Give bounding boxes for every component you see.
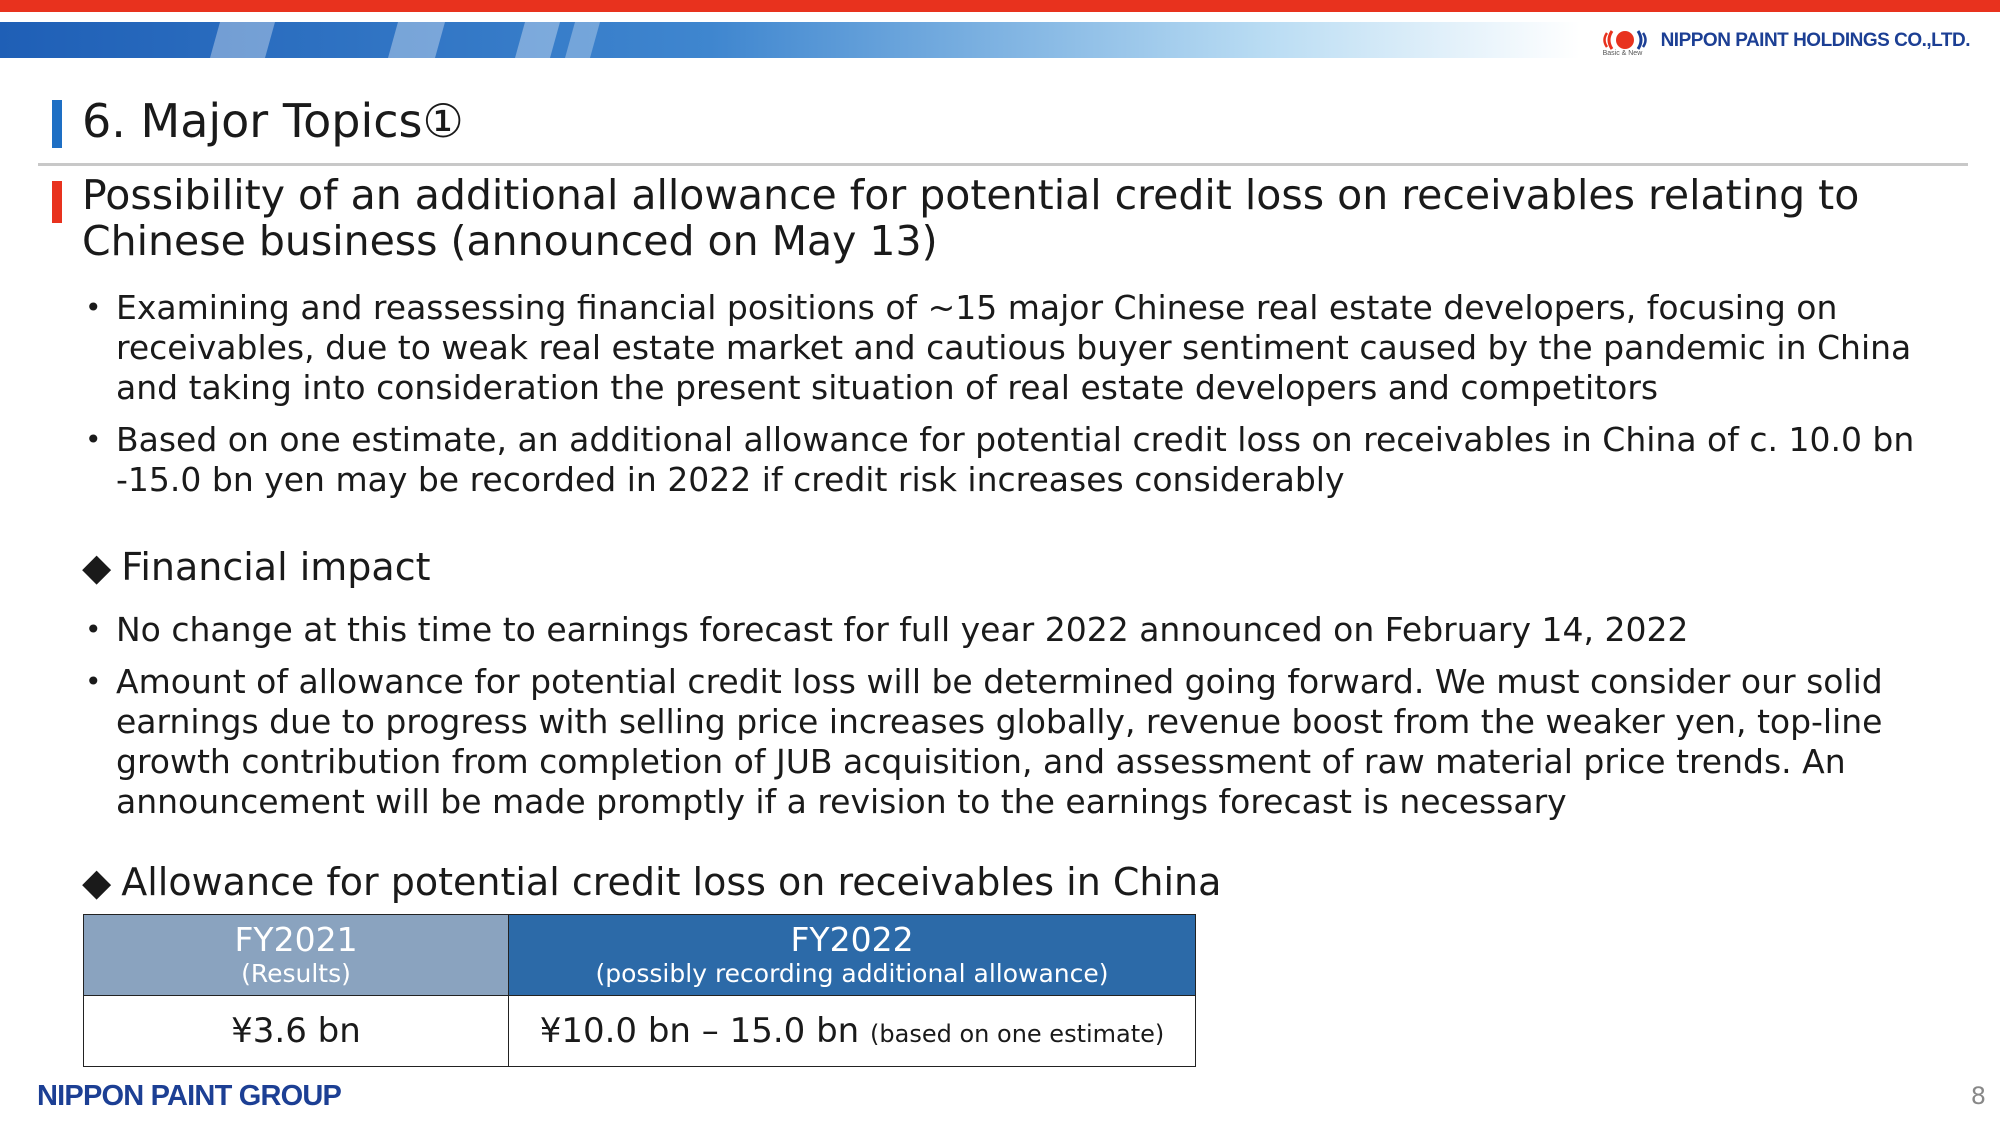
fy2021-label: FY2021 (234, 920, 358, 959)
top-blue-banner (0, 22, 1580, 58)
fy2022-value: ¥10.0 bn – 15.0 bn (539, 1011, 860, 1051)
logo-mark-icon (1595, 28, 1655, 57)
list-item: • Based on one estimate, an additional allowance for potential credit loss on receivables in China of c. 10.0 bn -15.0 bn yen may be recorded in 2022 if credit risk increases considerably (82, 420, 1942, 500)
page-title: 6. Major Topics① (82, 94, 464, 148)
list-item: • Amount of allowance for potential credit loss will be determined going forward. We must consider our solid earnings due to progress with selling price increases globally, revenue boost from the weaker yen, top-line growth contribution from completion of JUB acquisition, and assessment of raw material price trends. An announcement will be made promptly if a revision to the earnings forecast is necessary (82, 662, 1942, 822)
allowance-heading (82, 860, 1221, 904)
fy2021-sublabel: (Results) (241, 959, 351, 988)
title-divider (38, 163, 1968, 166)
table-header-row (84, 915, 1196, 996)
financial-impact-heading-text: Financial impact (121, 545, 431, 589)
diamond-icon: ◆ (82, 545, 112, 589)
allowance-table (83, 914, 1196, 1067)
group-logo: NIPPON PAINT GROUP (37, 1080, 342, 1112)
company-logo (1595, 28, 1970, 57)
financial-impact-list (82, 610, 1942, 834)
fy2022-cell (509, 996, 1196, 1067)
topic-bullet-list (82, 288, 1942, 512)
top-red-stripe (0, 0, 2000, 12)
page-number: 8 (1970, 1082, 1986, 1110)
fy2021-value: ¥3.6 bn (84, 996, 509, 1067)
table-row (84, 996, 1196, 1067)
fy2022-note: (based on one estimate) (870, 1020, 1165, 1048)
fy2021-header (84, 915, 509, 996)
allowance-heading-text: Allowance for potential credit loss on receivables in China (121, 860, 1222, 904)
financial-impact-heading (82, 545, 431, 589)
list-item: • Examining and reassessing financial positions of ~15 major Chinese real estate developers, focusing on receivables, due to weak real estate market and cautious buyer sentiment caused by the pandemic in China and taking into consideration the present situation of real estate developers and competitors (82, 288, 1942, 408)
list-item: • No change at this time to earnings forecast for full year 2022 announced on February 14, 2022 (82, 610, 1942, 650)
diamond-icon: ◆ (82, 860, 112, 904)
company-name: NIPPON PAINT HOLDINGS CO.,LTD. (1660, 30, 1970, 51)
fy2022-header (509, 915, 1196, 996)
fy2022-sublabel: (possibly recording additional allowance) (595, 959, 1109, 988)
logo-tagline: Basic & New (1602, 50, 1643, 57)
title-accent-bar (52, 100, 62, 148)
topic-heading: Possibility of an additional allowance for potential credit loss on receivables relating to Chinese business (announced on May 13) (82, 171, 1860, 265)
subtitle-accent-bar (52, 181, 62, 223)
fy2022-label: FY2022 (790, 920, 914, 959)
